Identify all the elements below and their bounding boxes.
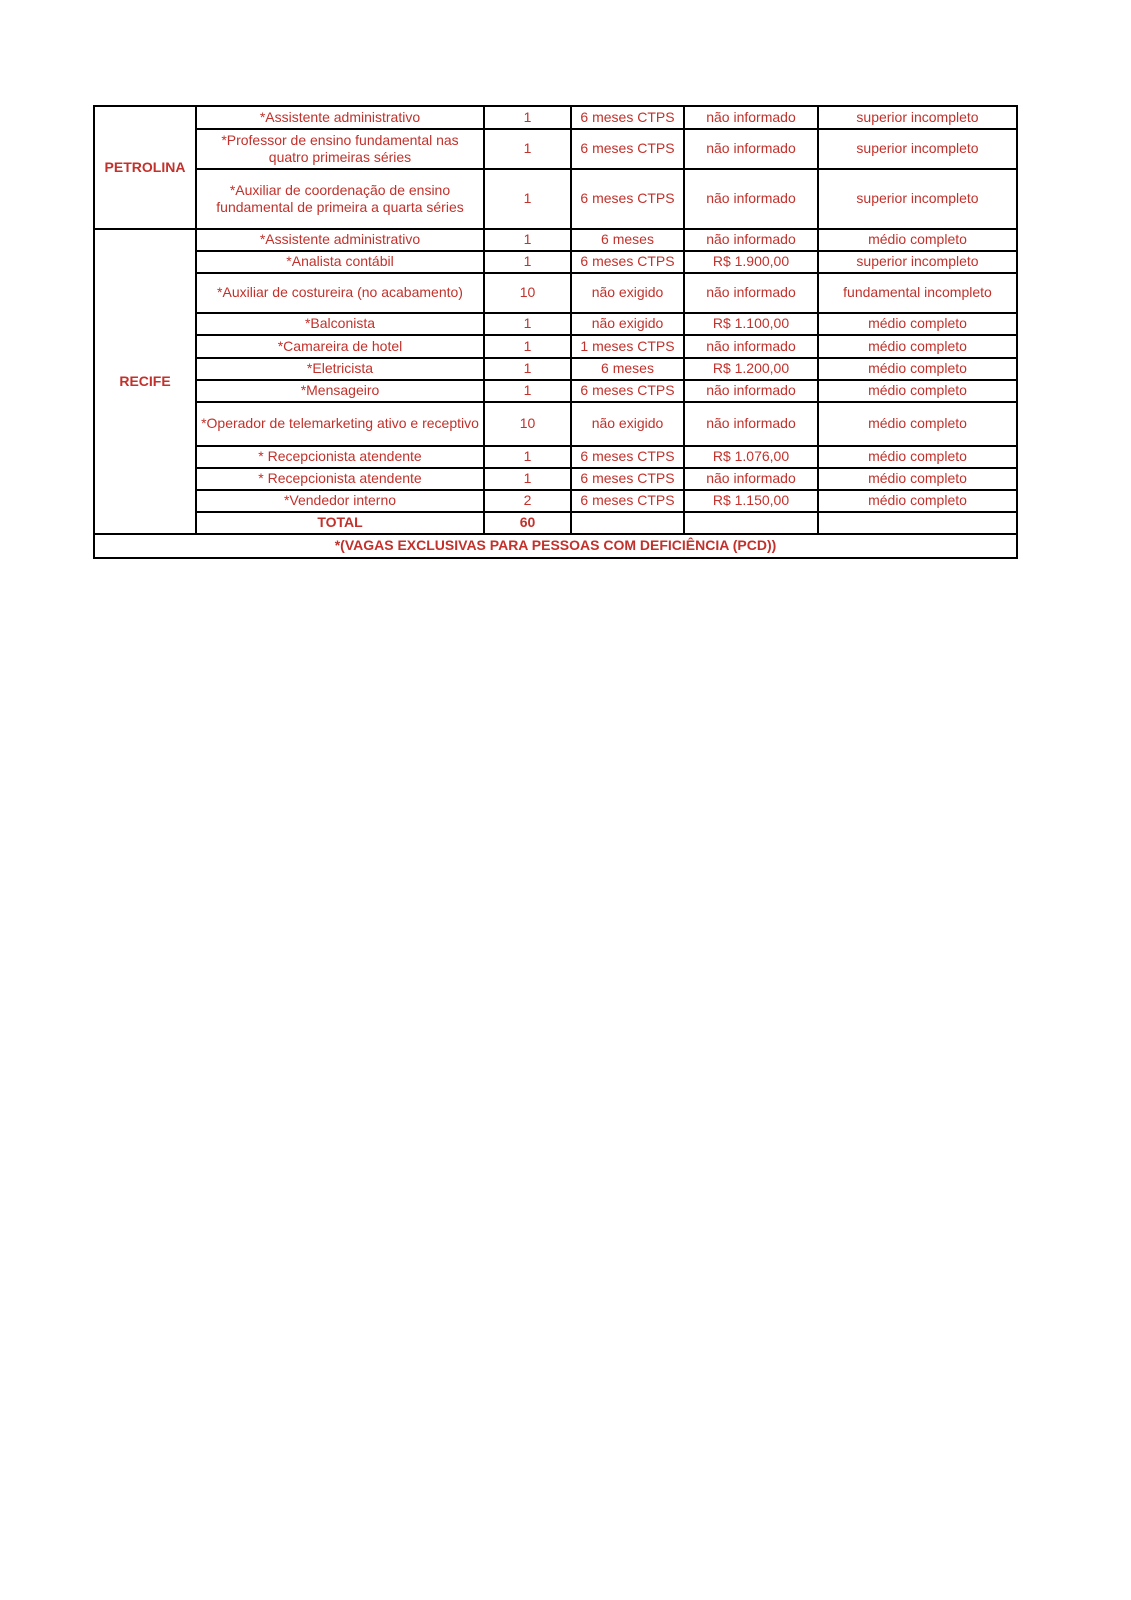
- table-row: [94, 273, 1017, 313]
- salary-cell: não informado: [684, 468, 818, 490]
- table-row: [94, 490, 1017, 512]
- job-cell: *Balconista: [196, 313, 484, 335]
- education-cell: superior incompleto: [818, 129, 1017, 169]
- total-row: [94, 512, 1017, 534]
- salary-cell: não informado: [684, 129, 818, 169]
- experience-cell: 6 meses CTPS: [571, 490, 684, 512]
- quantity-cell: 1: [484, 129, 571, 169]
- quantity-cell: 2: [484, 490, 571, 512]
- experience-cell: 6 meses: [571, 229, 684, 251]
- job-cell: *Mensageiro: [196, 380, 484, 402]
- education-cell: médio completo: [818, 335, 1017, 358]
- salary-cell: R$ 1.900,00: [684, 251, 818, 273]
- table-row: [94, 446, 1017, 468]
- education-cell: médio completo: [818, 358, 1017, 380]
- table-row: [94, 129, 1017, 169]
- salary-cell: R$ 1.150,00: [684, 490, 818, 512]
- pcd-footer-note: *(VAGAS EXCLUSIVAS PARA PESSOAS COM DEFICIÊNCIA (PCD)): [94, 534, 1017, 558]
- salary-cell: não informado: [684, 229, 818, 251]
- experience-cell: 6 meses CTPS: [571, 446, 684, 468]
- total-salary-cell: [684, 512, 818, 534]
- salary-cell: R$ 1.200,00: [684, 358, 818, 380]
- job-cell: *Vendedor interno: [196, 490, 484, 512]
- education-cell: superior incompleto: [818, 251, 1017, 273]
- experience-cell: 6 meses CTPS: [571, 251, 684, 273]
- education-cell: médio completo: [818, 468, 1017, 490]
- salary-cell: não informado: [684, 169, 818, 229]
- quantity-cell: 1: [484, 229, 571, 251]
- job-cell: *Camareira de hotel: [196, 335, 484, 358]
- job-cell: *Operador de telemarketing ativo e receptivo: [196, 402, 484, 446]
- city-cell: PETROLINA: [94, 106, 196, 229]
- salary-cell: R$ 1.100,00: [684, 313, 818, 335]
- table-row: [94, 251, 1017, 273]
- table-row: [94, 106, 1017, 129]
- experience-cell: não exigido: [571, 402, 684, 446]
- education-cell: médio completo: [818, 446, 1017, 468]
- salary-cell: não informado: [684, 106, 818, 129]
- experience-cell: não exigido: [571, 273, 684, 313]
- experience-cell: 6 meses CTPS: [571, 169, 684, 229]
- education-cell: médio completo: [818, 490, 1017, 512]
- job-cell: *Analista contábil: [196, 251, 484, 273]
- quantity-cell: 1: [484, 169, 571, 229]
- total-label-cell: TOTAL: [196, 512, 484, 534]
- salary-cell: não informado: [684, 402, 818, 446]
- quantity-cell: 1: [484, 446, 571, 468]
- education-cell: superior incompleto: [818, 169, 1017, 229]
- experience-cell: 6 meses CTPS: [571, 129, 684, 169]
- education-cell: superior incompleto: [818, 106, 1017, 129]
- salary-cell: não informado: [684, 273, 818, 313]
- table-row: [94, 468, 1017, 490]
- salary-cell: não informado: [684, 335, 818, 358]
- table-row: [94, 313, 1017, 335]
- table-row: [94, 335, 1017, 358]
- education-cell: médio completo: [818, 229, 1017, 251]
- table-row: [94, 358, 1017, 380]
- experience-cell: 6 meses CTPS: [571, 106, 684, 129]
- quantity-cell: 1: [484, 251, 571, 273]
- vacancies-table: [93, 105, 1018, 559]
- city-cell: RECIFE: [94, 229, 196, 534]
- quantity-cell: 10: [484, 273, 571, 313]
- job-cell: * Recepcionista atendente: [196, 468, 484, 490]
- salary-cell: R$ 1.076,00: [684, 446, 818, 468]
- total-experience-cell: [571, 512, 684, 534]
- quantity-cell: 1: [484, 106, 571, 129]
- education-cell: médio completo: [818, 380, 1017, 402]
- quantity-cell: 1: [484, 335, 571, 358]
- job-cell: *Auxiliar de costureira (no acabamento): [196, 273, 484, 313]
- job-cell: *Assistente administrativo: [196, 106, 484, 129]
- experience-cell: 6 meses CTPS: [571, 468, 684, 490]
- table-row: [94, 402, 1017, 446]
- education-cell: médio completo: [818, 313, 1017, 335]
- quantity-cell: 1: [484, 380, 571, 402]
- quantity-cell: 1: [484, 313, 571, 335]
- total-quantity-cell: 60: [484, 512, 571, 534]
- job-cell: *Eletricista: [196, 358, 484, 380]
- job-cell: *Assistente administrativo: [196, 229, 484, 251]
- job-cell: * Recepcionista atendente: [196, 446, 484, 468]
- table-row: [94, 229, 1017, 251]
- quantity-cell: 10: [484, 402, 571, 446]
- table-row: [94, 169, 1017, 229]
- education-cell: fundamental incompleto: [818, 273, 1017, 313]
- experience-cell: 1 meses CTPS: [571, 335, 684, 358]
- experience-cell: não exigido: [571, 313, 684, 335]
- experience-cell: 6 meses: [571, 358, 684, 380]
- footer-row: [94, 534, 1017, 558]
- salary-cell: não informado: [684, 380, 818, 402]
- education-cell: médio completo: [818, 402, 1017, 446]
- quantity-cell: 1: [484, 468, 571, 490]
- total-education-cell: [818, 512, 1017, 534]
- quantity-cell: 1: [484, 358, 571, 380]
- table-row: [94, 380, 1017, 402]
- job-cell: *Auxiliar de coordenação de ensino fundamental de primeira a quarta séries: [196, 169, 484, 229]
- job-cell: *Professor de ensino fundamental nas quatro primeiras séries: [196, 129, 484, 169]
- experience-cell: 6 meses CTPS: [571, 380, 684, 402]
